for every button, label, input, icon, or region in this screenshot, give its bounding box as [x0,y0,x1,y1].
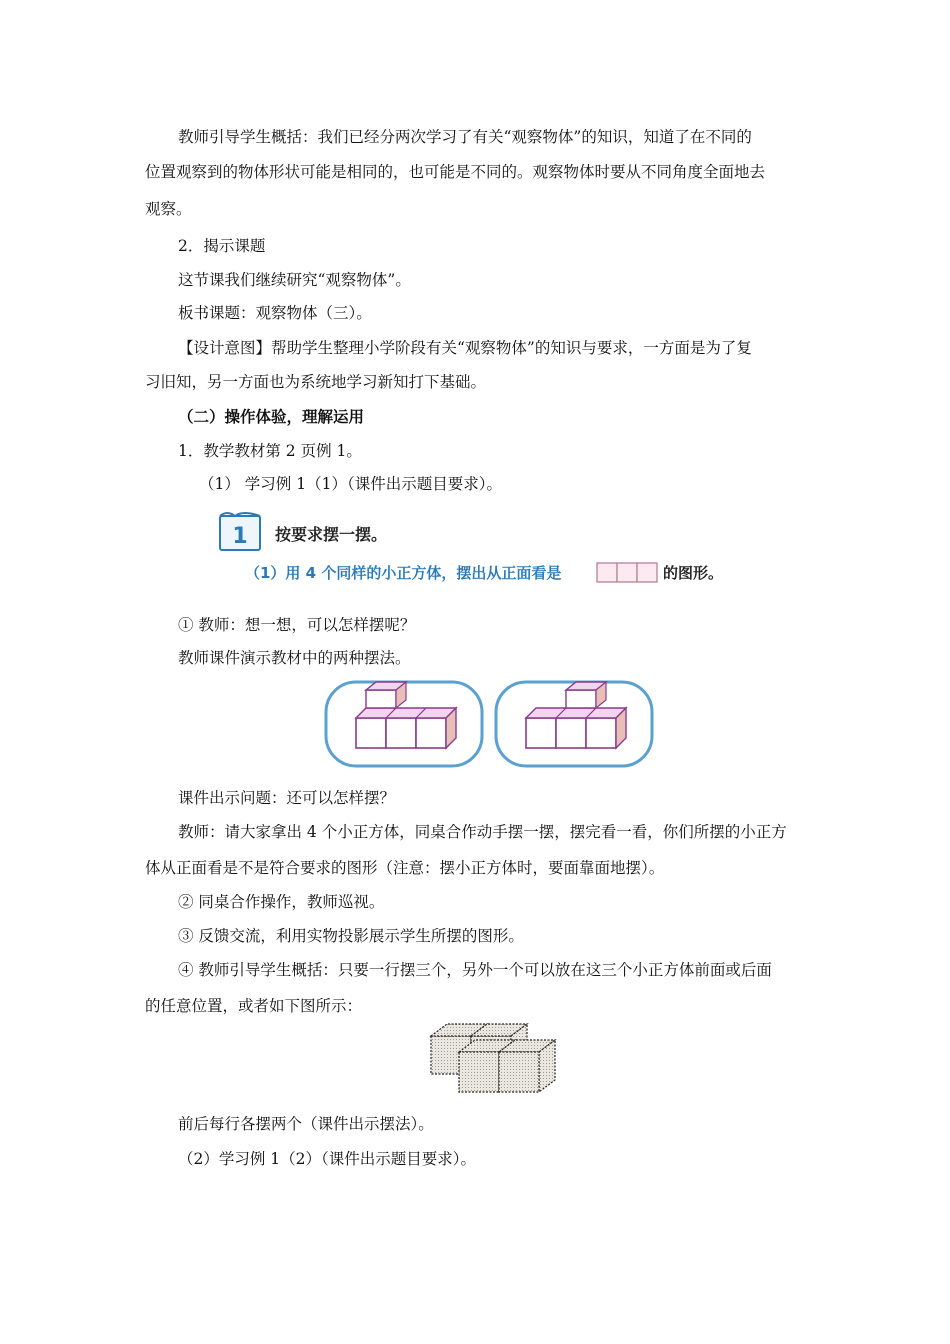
paragraph-teacher-instruct-line1: 教师：请大家拿出 4 个小正方体，同桌合作动手摆一摆，摆完看一看，你们所摆的小正方 [178,823,787,841]
example-sub-prefix: （1）用 4 个同样的小正方体，摆出从正面看是 [245,564,562,582]
paragraph-continue-study: 这节课我们继续研究“观察物体”。 [178,271,411,289]
paragraph-summary-rule-line1: ④ 教师引导学生概括：只要一行摆三个，另外一个可以放在这三个小正方体前面或后面 [178,961,772,979]
paragraph-study-example-1-1: （1） 学习例 1（1）（课件出示题目要求）。 [199,475,502,493]
section-heading-operation: （二）操作体验，理解运用 [178,407,365,426]
paragraph-demo-two-ways: 教师课件演示教材中的两种摆法。 [178,649,411,667]
paragraph-teach-example: 1．教学教材第 2 页例 1。 [178,442,362,460]
paragraph-summary-line1: 教师引导学生概括：我们已经分两次学习了有关“观察物体”的知识，知道了在不同的 [178,128,752,146]
paragraph-summary-line2: 位置观察到的物体形状可能是相同的，也可能是不同的。观察物体时要从不同角度全面地去 [145,163,766,181]
heading-reveal-topic: 2．揭示课题 [178,237,266,255]
paragraph-question-other-ways: 课件出示问题：还可以怎样摆？ [178,789,396,807]
paragraph-study-example-1-2: （2）学习例 1（2）（课件出示题目要求）。 [178,1150,477,1168]
paragraph-summary-line3: 观察。 [145,200,192,218]
two-by-two-cubes-figure [425,1020,560,1120]
paragraph-design-intent-line2: 习旧知，另一方面也为系统地学习新知打下基础。 [145,373,487,391]
paragraph-summary-rule-line2: 的任意位置，或者如下图所示： [145,997,363,1015]
paragraph-board-title: 板书课题：观察物体（三）。 [178,304,372,322]
example-sub-suffix: 的图形。 [663,564,724,582]
example-number: 1 [232,524,248,549]
paragraph-pair-operation: ② 同桌合作操作，教师巡视。 [178,893,385,911]
paragraph-teacher-instruct-line2: 体从正面看是不是符合要求的图形（注意：摆小正方体时，要面靠面地摆）。 [145,859,665,877]
example-title: 按要求摆一摆。 [275,525,388,544]
paragraph-two-per-row: 前后每行各摆两个（课件出示摆法）。 [178,1115,434,1133]
two-arrangements-figure [320,678,660,770]
paragraph-design-intent-line1: 【设计意图】帮助学生整理小学阶段有关“观察物体”的知识与要求，一方面是为了复 [178,339,752,357]
paragraph-teacher-think: ① 教师：想一想，可以怎样摆呢？ [178,616,416,634]
paragraph-feedback-exchange: ③ 反馈交流，利用实物投影展示学生所摆的图形。 [178,927,524,945]
three-squares-icon [597,563,657,582]
example-1-figure [215,508,755,588]
